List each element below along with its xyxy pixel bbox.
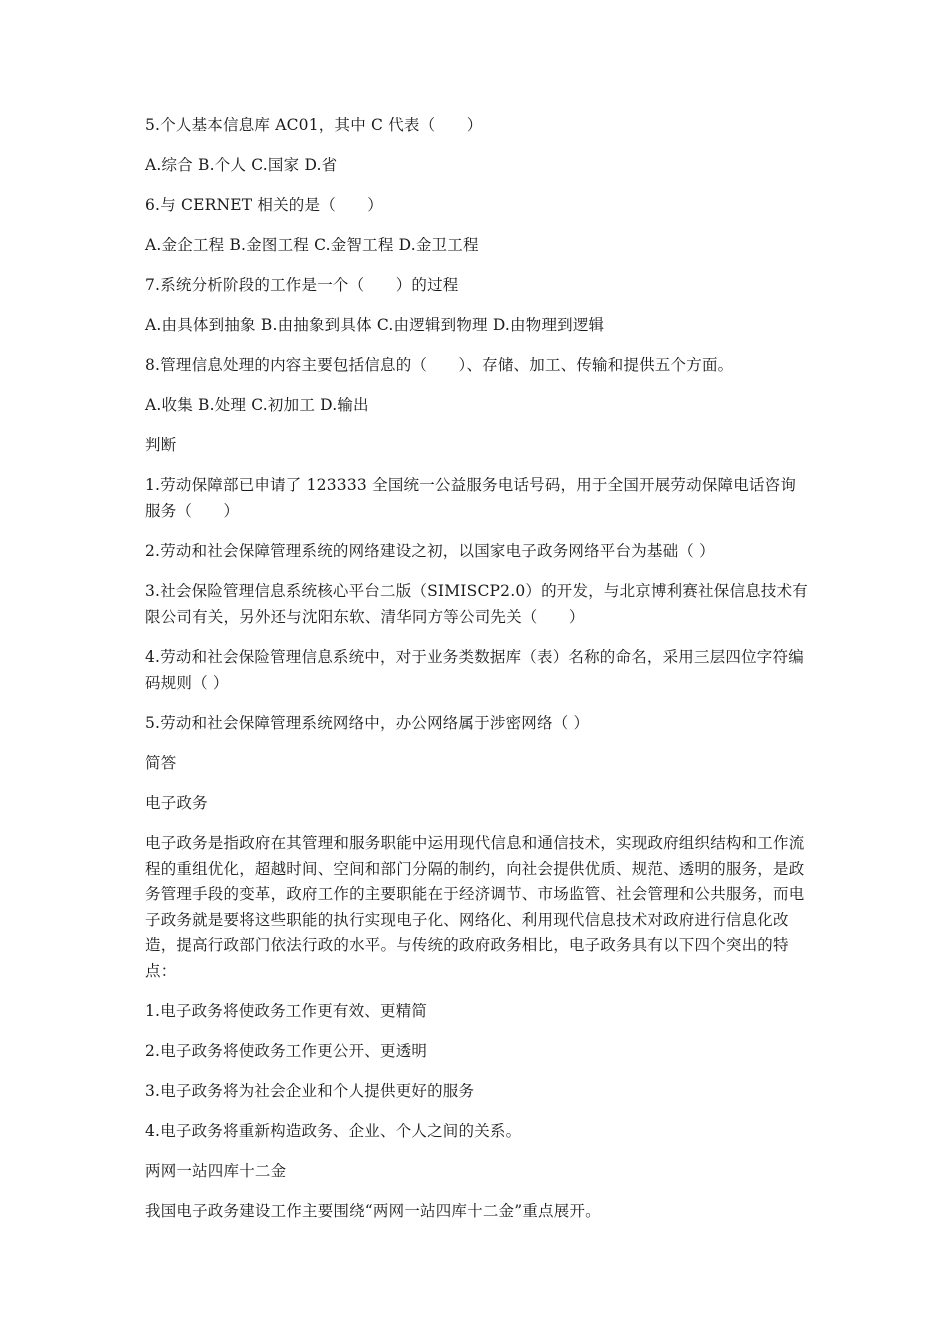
feature-4: 4.电子政务将重新构造政务、企业、个人之间的关系。 — [145, 1122, 522, 1140]
question-8-options: A.收集 B.处理 C.初加工 D.输出 — [145, 396, 369, 414]
question-5: 5.个人基本信息库 AC01，其中 C 代表（ ） — [145, 116, 483, 134]
question-8: 8.管理信息处理的内容主要包括信息的（ ）、存储、加工、传输和提供五个方面。 — [145, 356, 734, 374]
section-heading-short-answer: 简答 — [145, 754, 177, 772]
judgement-3: 3.社会保险管理信息系统核心平台二版（SIMISCP2.0）的开发，与北京博利赛社保信息技术有限公司有关，另外还与沈阳东软、清华同方等公司先关（ ） — [145, 582, 808, 626]
section-heading-judgement: 判断 — [145, 436, 177, 454]
document-body — [145, 113, 810, 1239]
topic-heading-e-government: 电子政务 — [145, 794, 208, 812]
judgement-1: 1.劳动保障部已申请了 123333 全国统一公益服务电话号码，用于全国开展劳动保障电话咨询服务（ ） — [145, 476, 797, 520]
question-6: 6.与 CERNET 相关的是（ ） — [145, 196, 384, 214]
feature-3: 3.电子政务将为社会企业和个人提供更好的服务 — [145, 1082, 475, 1100]
judgement-4: 4.劳动和社会保险管理信息系统中，对于业务类数据库（表）名称的命名，采用三层四位字符编码规则（ ） — [145, 648, 804, 692]
question-7: 7.系统分析阶段的工作是一个（ ）的过程 — [145, 276, 459, 294]
feature-1: 1.电子政务将使政务工作更有效、更精简 — [145, 1002, 428, 1020]
question-7-options: A.由具体到抽象 B.由抽象到具体 C.由逻辑到物理 D.由物理到逻辑 — [145, 316, 605, 334]
topic-heading-two-networks: 两网一站四库十二金 — [145, 1162, 287, 1180]
e-government-definition: 电子政务是指政府在其管理和服务职能中运用现代信息和通信技术，实现政府组织结构和工作流程的重组优化，超越时间、空间和部门分隔的制约，向社会提供优质、规范、透明的服务，是政务管理手段的变革，政府工作的主要职能在于经济调节、市场监管、社会管理和公共服务，而电子政务就是要将这些职能的执行实现电子化、网络化、利用现代信息技术对政府进行信息化改造，提高行政部门依法行政的水平。与传统的政府政务相比，电子政务具有以下四个突出的特点： — [145, 834, 805, 980]
question-6-options: A.金企工程 B.金图工程 C.金智工程 D.金卫工程 — [145, 236, 479, 254]
judgement-2: 2.劳动和社会保障管理系统的网络建设之初，以国家电子政务网络平台为基础（ ） — [145, 542, 715, 560]
question-5-options: A.综合 B.个人 C.国家 D.省 — [145, 156, 338, 174]
judgement-5: 5.劳动和社会保障管理系统网络中，办公网络属于涉密网络（ ） — [145, 714, 590, 732]
feature-2: 2.电子政务将使政务工作更公开、更透明 — [145, 1042, 428, 1060]
two-networks-summary: 我国电子政务建设工作主要围绕“两网一站四库十二金”重点展开。 — [145, 1202, 601, 1220]
